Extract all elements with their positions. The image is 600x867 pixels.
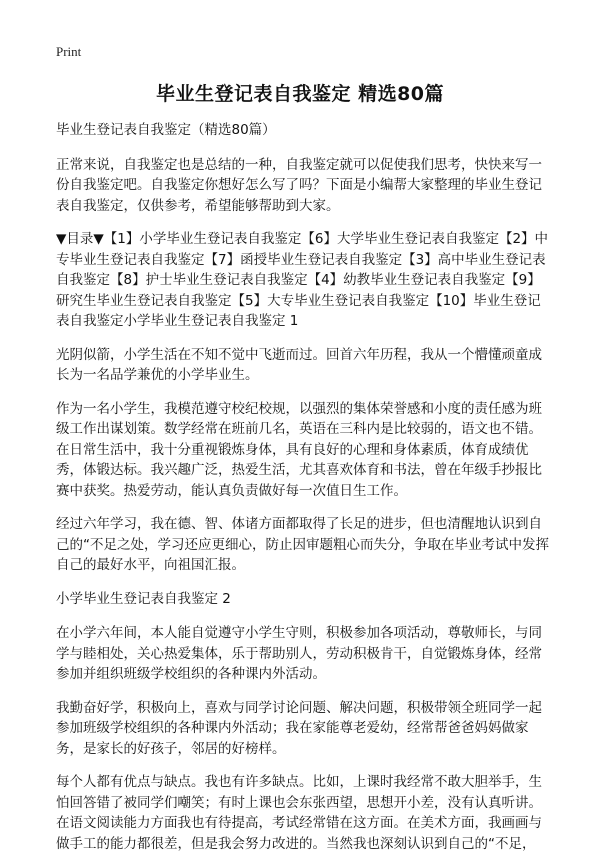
table-of-contents: ▼目录▼【1】小学毕业生登记表自我鉴定【6】大学毕业生登记表自我鉴定【2】中专毕业生登记表自我鉴定【7】函授毕业生登记表自我鉴定【3】高中毕业生登记表自我鉴定【8】护士毕业生登记表自我鉴定【4】幼教毕业生登记表自我鉴定【9】研究生毕业生登记表自我鉴定【5】大专毕业生登记表自我鉴定【10】毕业生登记表自我鉴定小学毕业生登记表自我鉴定 1 [56,231,549,329]
body-paragraph: 在小学六年间，本人能自觉遵守小学生守则，积极参加各项活动，尊敬师长，与同学与睦相处，关心热爱集体，乐于帮助别人，劳动积极肯干，自觉锻炼身体，经常参加并组织班级学校组织的各种课内外活动。 [56,625,542,682]
intro-paragraph: 正常来说，自我鉴定也是总结的一种，自我鉴定就可以促使我们思考，快快来写一份自我鉴定吧。自我鉴定你想好怎么写了吗？下面是小编帮大家整理的毕业生登记表自我鉴定，仅供参考，希望能够帮助到大家。 [56,156,542,214]
document-body [56,120,550,867]
print-label: Print [56,44,82,59]
body-paragraph: 经过六年学习，我在德、智、体诸方面都取得了长足的进步，但也清醒地认识到自己的“不足之处，学习还应更细心，防止因审题粗心而失分，争取在毕业考试中发挥自己的最好水平，向祖国汇报。 [56,516,549,573]
body-paragraph: 我勤奋好学，积极向上，喜欢与同学讨论问题、解决问题，积极带领全班同学一起参加班级学校组织的各种课内外活动；我在家能尊老爱幼，经常帮爸爸妈妈做家务，是家长的好孩子，邻居的好榜样。 [56,699,542,757]
body-paragraph: 作为一名小学生，我模范遵守校纪校规，以强烈的集体荣誉感和小度的责任感为班级工作出谋划策。数学经常在班前几名，英语在三科内是比较弱的，语文也不错。在日常生活中，我十分重视锻炼身体，具有良好的心理和身体素质，体育成绩优秀，体锻达标。我兴趣广泛，热爱生活，尤其喜欢体育和书法，曾在年级手抄报比赛中获奖。热爱劳动，能认真负责做好每一次值日生工作。 [56,400,542,499]
subtitle-paragraph: 毕业生登记表自我鉴定（精选80篇） [56,122,276,138]
body-paragraph: 每个人都有优点与缺点。我也有许多缺点。比如，上课时我经常不敢大胆举手，生怕回答错了被同学们嘲笑；有时上课也会东张西望，思想开小差，没有认真听讲。在语文阅读能力方面我也有待提高，考试经常错在这方面。在美术方面，我画画与做手工的能力都很差，但是我会努力改进的。当然我也深刻认识到自己的“不足， [56,774,542,852]
document-title: 毕业生登记表自我鉴定 精选80篇 [155,83,445,105]
section-heading: 小学毕业生登记表自我鉴定 2 [56,590,231,607]
body-paragraph: 光阴似箭，小学生活在不知不觉中飞逝而过。回首六年历程，我从一个懵懂顽童成长为一名品学兼优的小学毕业生。 [56,346,542,383]
